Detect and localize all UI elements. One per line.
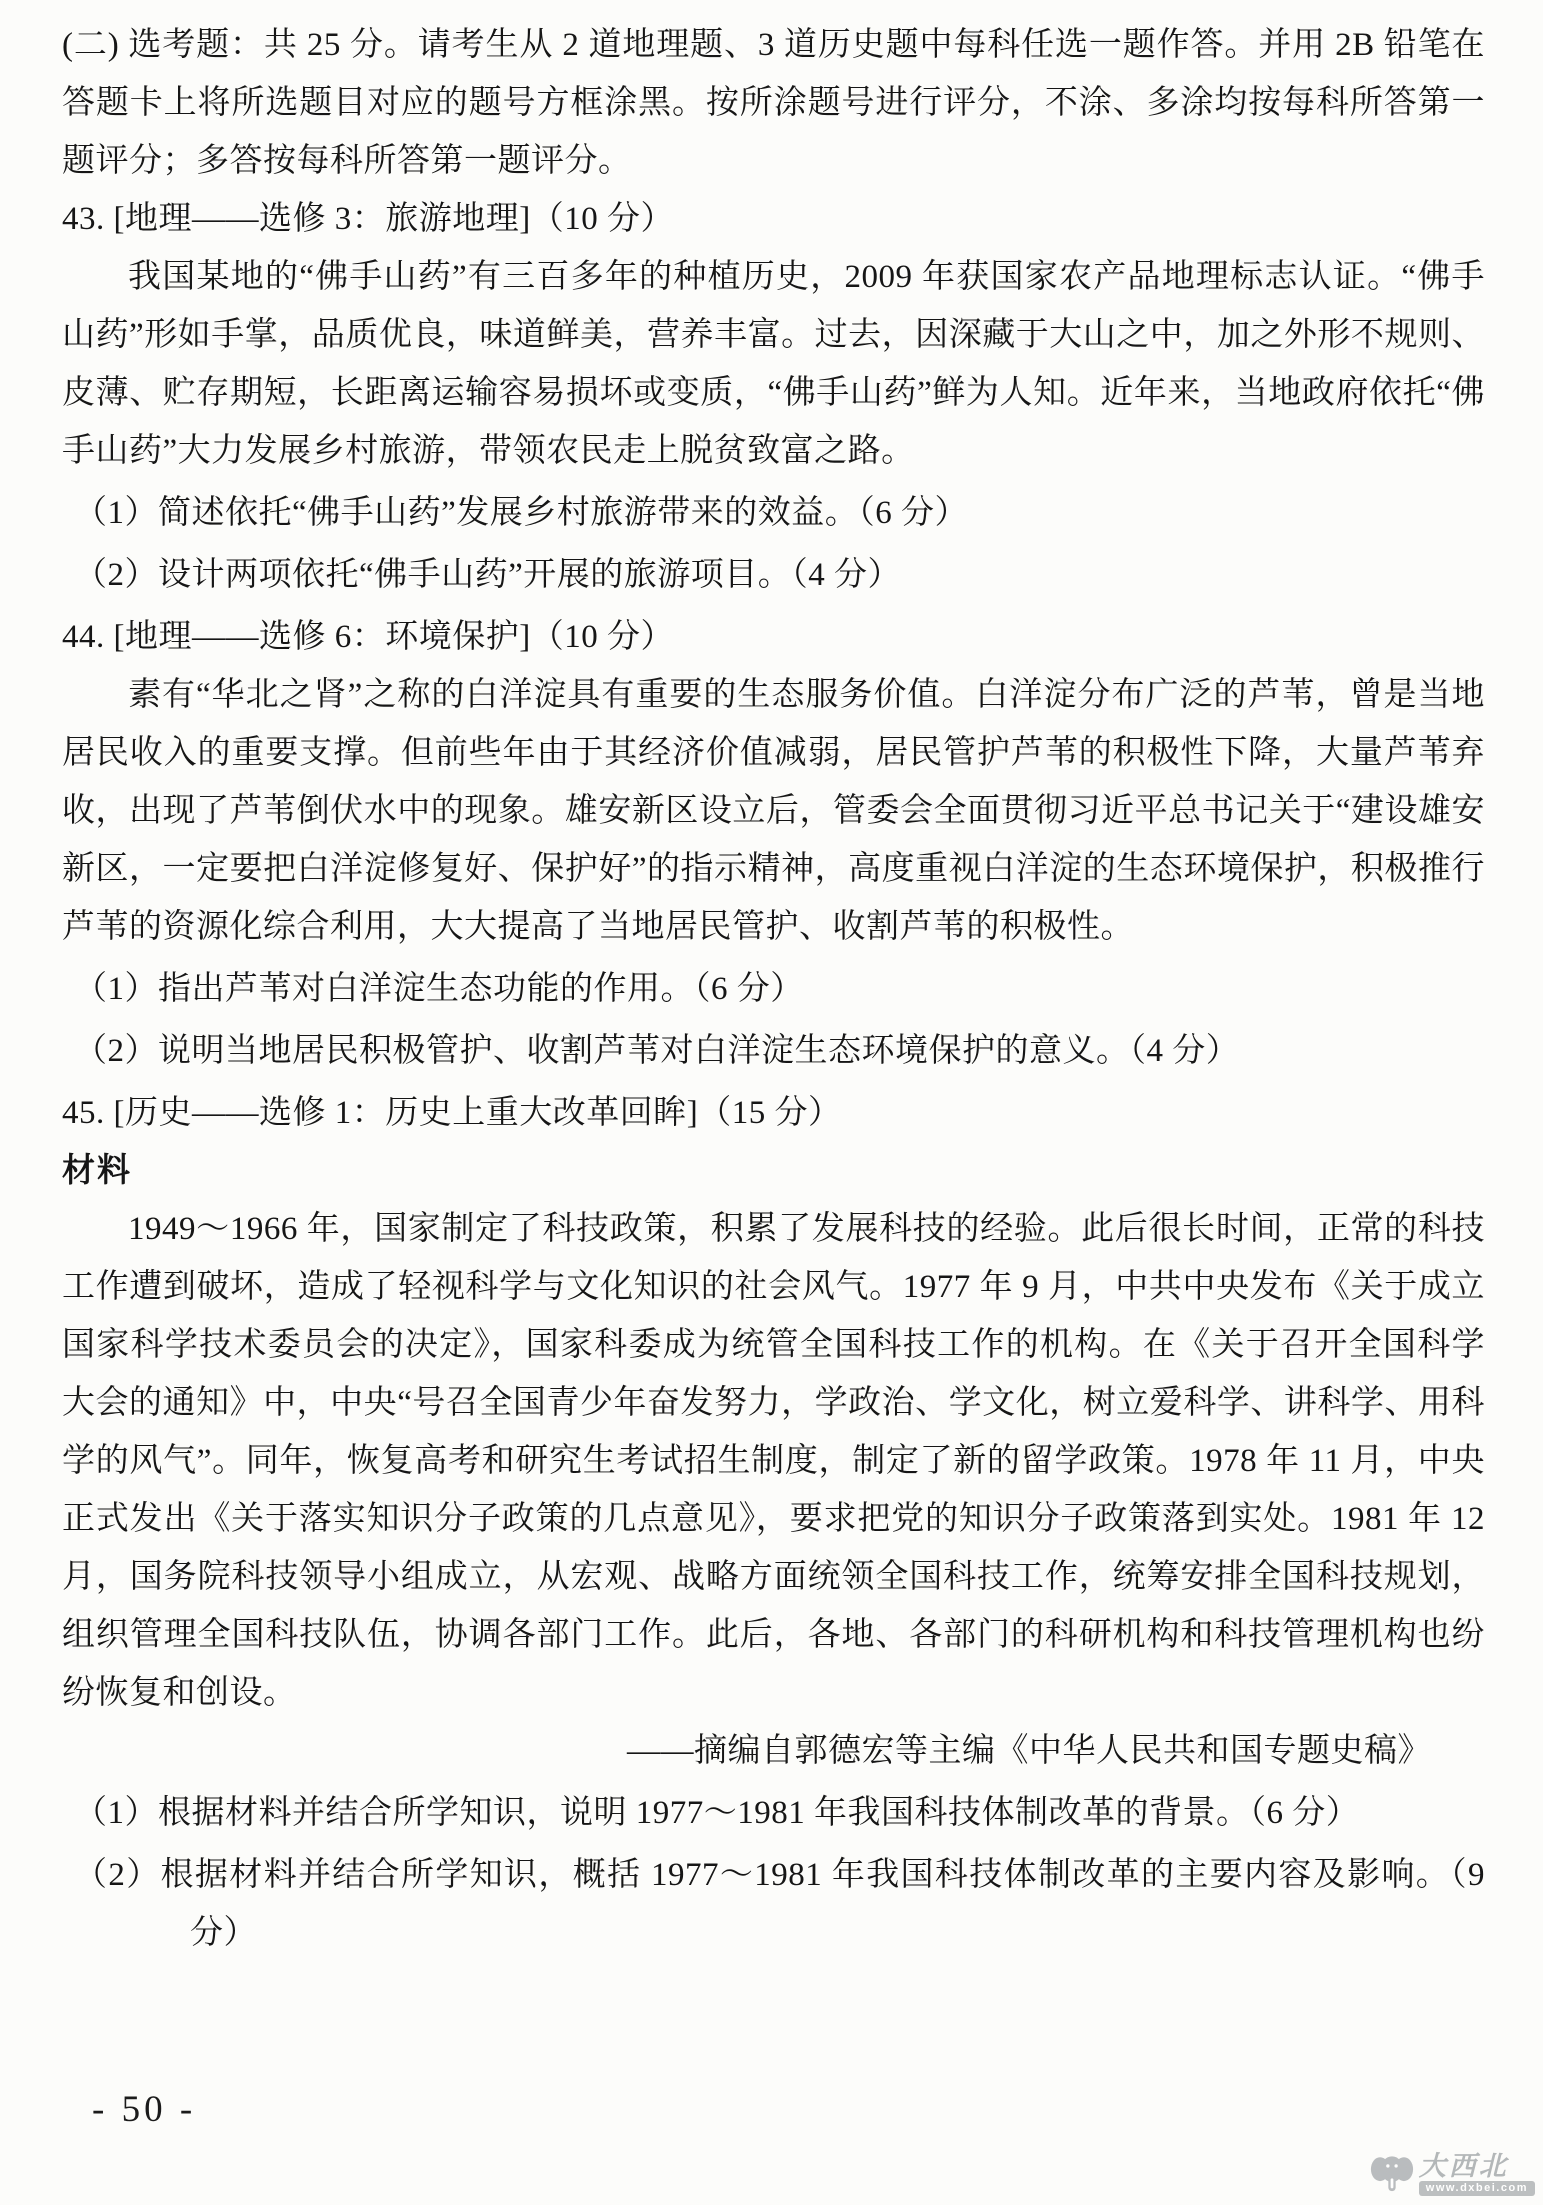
watermark-text-block	[1419, 2152, 1535, 2196]
q45-material: 1949～1966 年，国家制定了科技政策，积累了发展科技的经验。此后很长时间，正常的科技工作遭到破坏，造成了轻视科学与文化知识的社会风气。1977 年 9 月，中共中央发布《关于成立国家科学技术委员会的决定》，国家科委成为统管全国科技工作的机构。在《关于召开全国科学大会的通知》中，中央“号召全国青少年奋发努力，学政治、学文化，树立爱科学、讲科学、用科学的风气”。同年，恢复高考和研究生考试招生制度，制定了新的留学政策。1978 年 11 月，中央正式发出《关于落实知识分子政策的几点意见》，要求把党的知识分子政策落到实处。1981 年 12 月，国务院科技领导小组成立，从宏观、战略方面统领全国科技工作，统筹安排全国科技规划，组织管理全国科技队伍，协调各部门工作。此后，各地、各部门的科研机构和科技管理机构也纷纷恢复和创设。	[62, 1211, 1485, 1711]
elephant-logo-icon	[1370, 2148, 1414, 2199]
q45-material-label: 材料	[62, 1153, 132, 1189]
q43-heading: 43. [地理——选修 3：旅游地理]（10 分）	[62, 201, 674, 237]
watermark	[1370, 2148, 1535, 2199]
watermark-url-badge: www.dxbei.com	[1419, 2181, 1535, 2196]
section-instructions: (二) 选考题：共 25 分。请考生从 2 道地理题、3 道历史题中每科任选一题作答。并用 2B 铅笔在答题卡上将所选题目对应的题号方框涂黑。按所涂题号进行评分，不涂、多涂均按每科所答第一题评分；多答按每科所答第一题评分。	[62, 27, 1485, 179]
q45-subquestion-1: （1）根据材料并结合所学知识，说明 1977～1981 年我国科技体制改革的背景。（6 分）	[74, 1795, 1360, 1831]
q45-heading: 45. [历史——选修 1：历史上重大改革回眸]（15 分）	[62, 1095, 842, 1131]
q44-subquestion-1: （1）指出芦苇对白洋淀生态功能的作用。（6 分）	[74, 971, 804, 1007]
q43-material: 我国某地的“佛手山药”有三百多年的种植历史，2009 年获国家农产品地理标志认证。“佛手山药”形如手掌，品质优良，味道鲜美，营养丰富。过去，因深藏于大山之中，加之外形不规则、皮薄、贮存期短，长距离运输容易损坏或变质，“佛手山药”鲜为人知。近年来，当地政府依托“佛手山药”大力发展乡村旅游，带领农民走上脱贫致富之路。	[62, 259, 1485, 469]
q44-material: 素有“华北之肾”之称的白洋淀具有重要的生态服务价值。白洋淀分布广泛的芦苇，曾是当地居民收入的重要支撑。但前些年由于其经济价值减弱，居民管护芦苇的积极性下降，大量芦苇弃收，出现了芦苇倒伏水中的现象。雄安新区设立后，管委会全面贯彻习近平总书记关于“建设雄安新区，一定要把白洋淀修复好、保护好”的指示精神，高度重视白洋淀的生态环境保护，积极推行芦苇的资源化综合利用，大大提高了当地居民管护、收割芦苇的积极性。	[62, 677, 1485, 945]
q43-subquestion-2: （2）设计两项依托“佛手山药”开展的旅游项目。（4 分）	[74, 557, 902, 593]
watermark-brand-name: 大西北	[1418, 2150, 1509, 2181]
q45-subquestion-2: （2）根据材料并结合所学知识，概括 1977～1981 年我国科技体制改革的主要内容及影响。（9 分）	[74, 1857, 1485, 1951]
q43-subquestion-1: （1）简述依托“佛手山药”发展乡村旅游带来的效益。（6 分）	[74, 495, 969, 531]
q44-subquestion-2: （2）说明当地居民积极管护、收割芦苇对白洋淀生态环境保护的意义。（4 分）	[74, 1033, 1240, 1069]
q44-heading: 44. [地理——选修 6：环境保护]（10 分）	[62, 619, 674, 655]
q45-source-attribution: ——摘编自郭德宏等主编《中华人民共和国专题史稿》	[627, 1733, 1431, 1769]
page-number: - 50 -	[92, 2089, 197, 2130]
